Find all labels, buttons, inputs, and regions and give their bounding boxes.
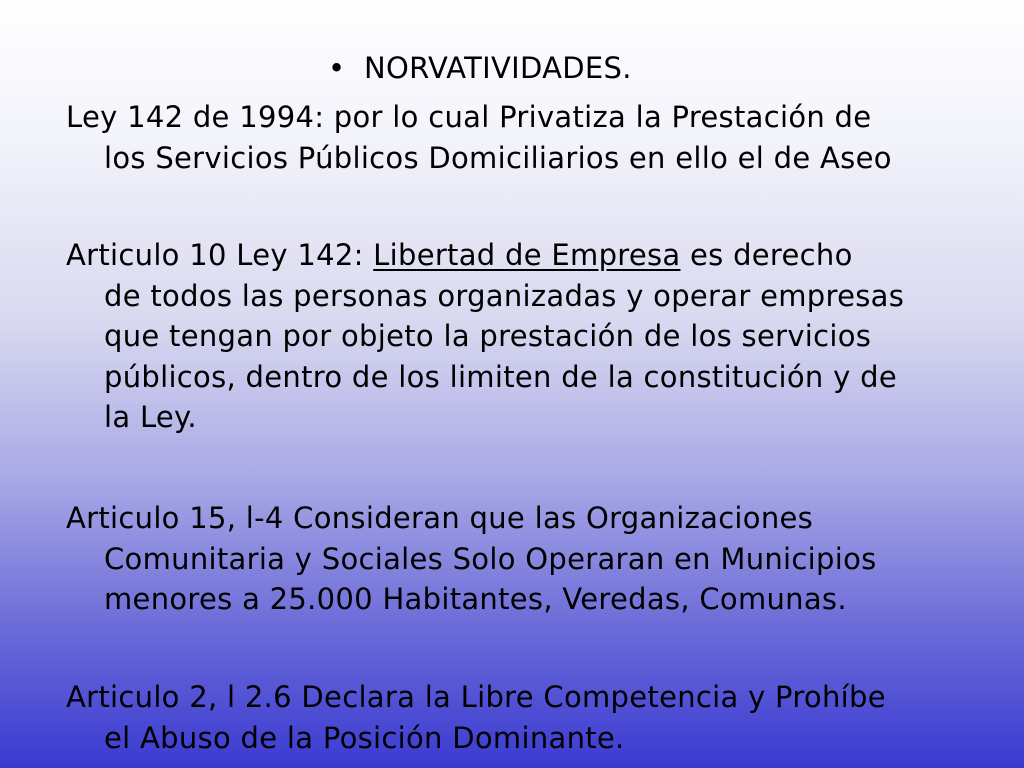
bullet-icon: • [328, 51, 346, 85]
paragraph-articulo-15 [66, 498, 966, 620]
paragraph-articulo-10 [66, 235, 966, 438]
paragraph-articulo-2 [66, 677, 966, 758]
paragraph-line: que tengan por objeto la prestación de los servicios [104, 319, 872, 353]
paragraph-line: de todos las personas organizadas y operar empresas [104, 278, 905, 313]
heading-text: NORVATIVIDADES. [364, 51, 632, 85]
libertad-de-empresa-term: Libertad de Empresa [373, 238, 681, 272]
paragraph-line: menores a 25.000 Habitantes, Veredas, Comunas. [104, 582, 847, 616]
paragraph-first-line [66, 235, 966, 276]
paragraph-line: el Abuso de la Posición Dominante. [104, 720, 625, 755]
article-prefix: Articulo 10 Ley 142: [66, 238, 374, 272]
article-suffix: es derecho [680, 238, 853, 272]
paragraph-line: Ley 142 de 1994: por lo cual Privatiza la Prestación de [66, 100, 872, 134]
paragraph-line: la Ley. [104, 400, 197, 434]
paragraph-line: los Servicios Públicos Domiciliarios en ello el de Aseo [104, 140, 892, 175]
paragraph-line: Articulo 15, l-4 Consideran que las Organizaciones [66, 501, 814, 535]
slide-heading [328, 50, 632, 86]
paragraph-line: Articulo 2, l 2.6 Declara la Libre Competencia y Prohíbe [66, 680, 886, 714]
paragraph-line: públicos, dentro de los limiten de la constitución y de [104, 359, 897, 394]
paragraph-line: Comunitaria y Sociales Solo Operaran en Municipios [104, 541, 877, 576]
paragraph-ley-142 [66, 97, 966, 178]
